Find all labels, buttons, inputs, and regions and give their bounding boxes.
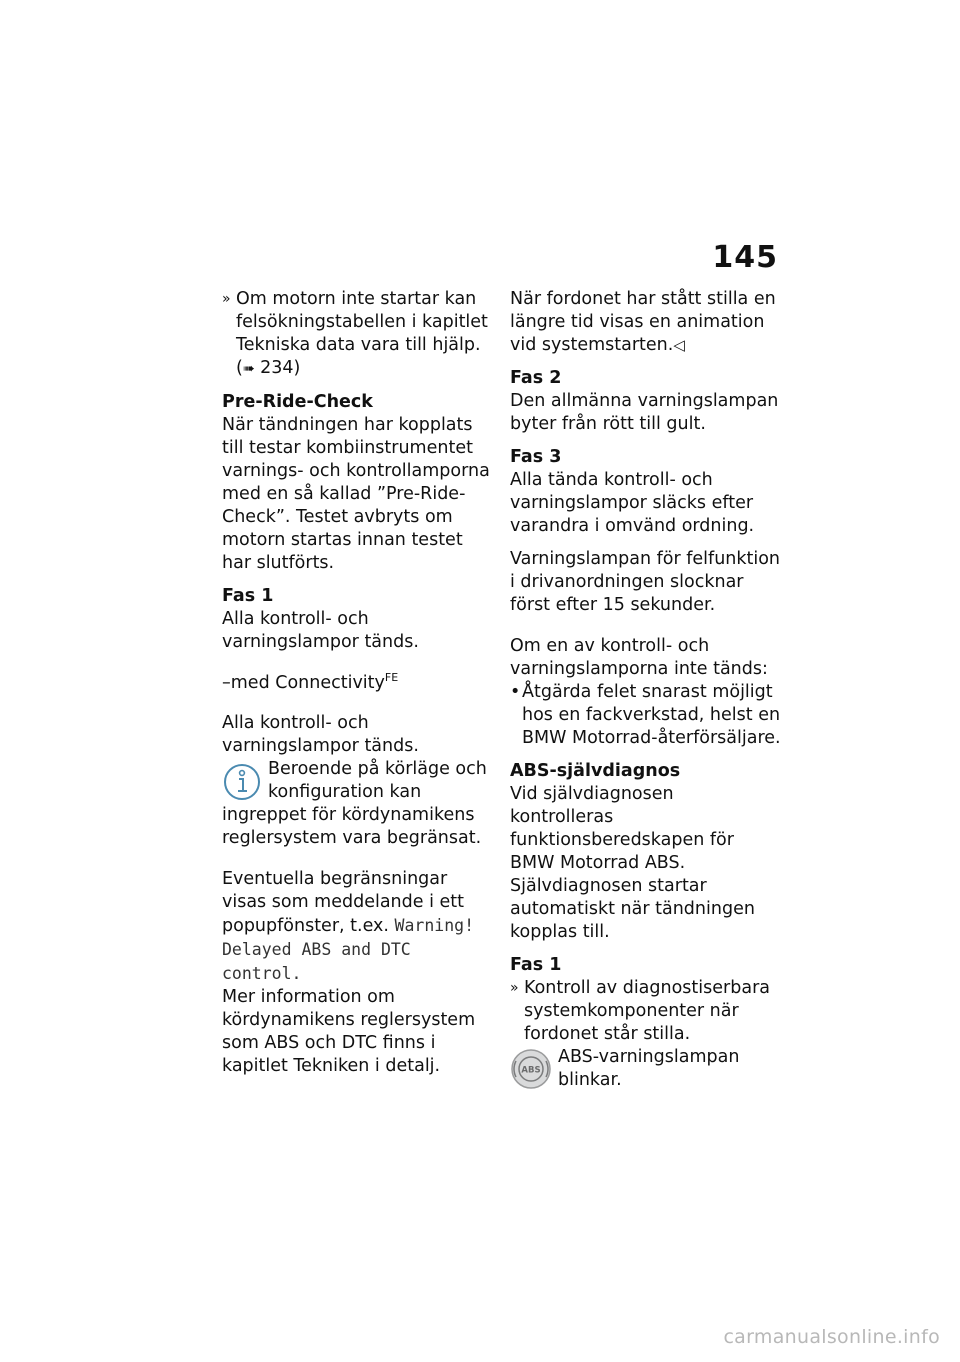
right-column: [510, 288, 782, 1092]
abs-heading: ABS-självdiagnos: [510, 760, 681, 781]
info-icon: [222, 762, 262, 802]
abs-icon-label: ABS: [521, 1065, 541, 1075]
drive-warning-text: Varningslampan för felfunktion i drivanordningen slocknar först efter 15 sekunder.: [510, 549, 781, 615]
fas3-text: Alla tända kontroll- och varningslampor släcks efter varandra i omvänd ordning.: [510, 470, 755, 536]
pre-ride-heading: Pre-Ride-Check: [222, 392, 373, 412]
step-text: Om motorn inte startar kan felsökningstabellen i kapitlet Tekniska data vara till hjälp.: [236, 289, 488, 355]
abs-step-text: Kontroll av diagnostiserbara systemkomponenter när fordonet står stilla.: [524, 977, 770, 1044]
fas2-heading: Fas 2: [510, 368, 562, 388]
bullet-marker: •: [510, 681, 521, 702]
connectivity-condition: –med Connectivity$^{FE}$: [222, 670, 399, 693]
abs-step: [510, 977, 782, 1046]
fas1-text: Alla kontroll- och varningslampor tänds.: [222, 609, 419, 652]
section-end-mark-icon: ◁: [673, 336, 685, 354]
step-marker: »: [222, 291, 231, 307]
page-reference-link[interactable]: 234): [260, 358, 301, 378]
left-column: [222, 288, 494, 1088]
fas1-heading: Fas 1: [222, 586, 274, 606]
if-lamp-not-lit-text: Om en av kontroll- och varningslamporna inte tänds:: [510, 635, 768, 679]
connectivity-text: Alla kontroll- och varningslampor tänds.: [222, 713, 419, 756]
abs-text: Vid självdiagnosen kontrolleras funktionsberedskapen för BMW Motorrad ABS. Självdiagnosen startar automatiskt när tändningen kopplas till.: [510, 783, 755, 942]
eventual-limitations-text: Eventuella begränsningar visas som meddelande i ett popupfönster, t.ex. Warning! Delayed ABS and DTC control.: [222, 868, 475, 983]
step-marker: »: [510, 979, 519, 996]
info-note: [222, 758, 494, 850]
abs-warning-lamp-icon: [510, 1048, 552, 1090]
animation-intro: När fordonet har stått stilla en längre tid visas en animation vid systemstarten.◁: [510, 289, 776, 355]
watermark: carmanualsonline.info: [723, 1326, 940, 1348]
bullet-item: [510, 681, 782, 750]
connectivity-superscript: FE: [384, 670, 399, 684]
abs-fas1-heading: Fas 1: [510, 954, 562, 975]
abs-lamp-text: ABS-varningslampan blinkar.: [558, 1046, 740, 1090]
note-text: Beroende på körläge och konfiguration kan ingreppet för kördynamikens reglersystem vara begränsat.: [222, 759, 487, 848]
fas3-heading: Fas 3: [510, 447, 562, 467]
page-number: 145: [712, 240, 778, 275]
abs-lamp-row: [510, 1046, 782, 1092]
bullet-text: Åtgärda felet snarast möjligt hos en fackverkstad, helst en BMW Motorrad-återförsäljare.: [522, 681, 781, 748]
page-reference-arrow-icon: ➠: [242, 361, 255, 377]
fas2-text: Den allmänna varningslampan byter från rött till gult.: [510, 391, 779, 434]
popup-message-example: Warning! Delayed ABS and DTC control.: [222, 915, 475, 983]
more-info-text: Mer information om kördynamikens reglersystem som ABS och DTC finns i kapitlet Tekniken i detalj.: [222, 986, 476, 1076]
pre-ride-text: När tändningen har kopplats till testar kombiinstrumentet varnings- och kontrollamporna med en så kallad ”Pre-Ride-Check”. Testet avbryts om motorn startas innan testet har slutförts.: [222, 415, 490, 573]
step-motor-not-starting: » Om motorn inte startar kan felsökningstabellen i kapitlet Tekniska data vara till hjälp. (➠ 234): [222, 288, 494, 381]
